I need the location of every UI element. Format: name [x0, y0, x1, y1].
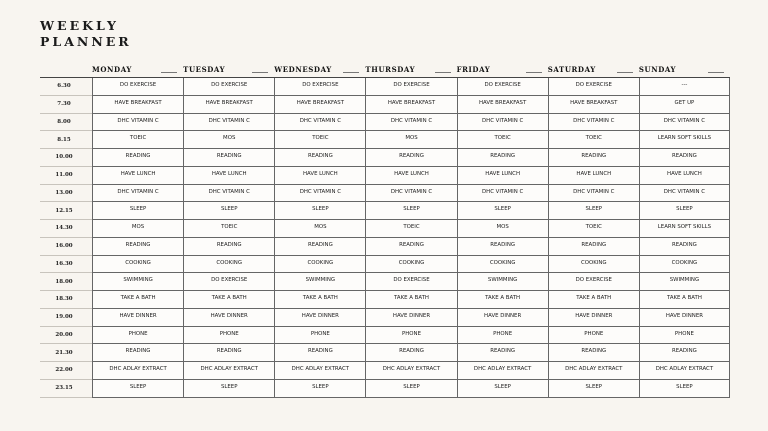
time-slot: 19.00 [40, 309, 92, 327]
day-underline [343, 72, 359, 73]
day-label: TUESDAY [183, 65, 226, 74]
schedule-cell: PHONE [183, 327, 274, 345]
time-slot: 10.00 [40, 149, 92, 167]
schedule-cell: MOS [183, 131, 274, 149]
schedule-cell: HAVE BREAKFAST [183, 96, 274, 114]
schedule-cell: DHC VITAMIN C [457, 185, 548, 203]
schedule-cell: COOKING [365, 256, 456, 274]
schedule-cell: TAKE A BATH [365, 291, 456, 309]
schedule-cell: DHC VITAMIN C [92, 114, 183, 132]
schedule-cell: READING [92, 238, 183, 256]
schedule-cell: MOS [457, 220, 548, 238]
schedule-cell: SWIMMING [639, 273, 730, 291]
schedule-cell: READING [457, 149, 548, 167]
schedule-cell: TOEIC [548, 131, 639, 149]
schedule-cell: DO EXERCISE [365, 78, 456, 96]
schedule-cell: READING [274, 344, 365, 362]
schedule-cell: READING [365, 149, 456, 167]
schedule-cell: READING [639, 149, 730, 167]
schedule-cell: MOS [92, 220, 183, 238]
schedule-cell: SLEEP [274, 202, 365, 220]
schedule-cell: TAKE A BATH [457, 291, 548, 309]
schedule-cell: DHC ADLAY EXTRACT [274, 362, 365, 380]
title-line-2: PLANNER [40, 34, 132, 49]
schedule-cell: SWIMMING [274, 273, 365, 291]
schedule-cell: READING [548, 238, 639, 256]
schedule-cell: HAVE LUNCH [548, 167, 639, 185]
schedule-cell: DHC VITAMIN C [365, 114, 456, 132]
schedule-cell: HAVE BREAKFAST [274, 96, 365, 114]
schedule-cell: READING [183, 149, 274, 167]
day-header-row [40, 62, 730, 77]
schedule-cell: SLEEP [92, 202, 183, 220]
day-label: SATURDAY [547, 65, 596, 74]
time-slot: 23.15 [40, 380, 92, 398]
schedule-cell: LEARN SOFT SKILLS [639, 220, 730, 238]
schedule-cell: DHC VITAMIN C [365, 185, 456, 203]
schedule-cell: DHC VITAMIN C [457, 114, 548, 132]
schedule-cell: SLEEP [548, 380, 639, 398]
time-slot: 21.30 [40, 344, 92, 362]
schedule-cell: HAVE LUNCH [639, 167, 730, 185]
schedule-cell: HAVE DINNER [639, 309, 730, 327]
schedule-cell: SLEEP [457, 202, 548, 220]
day-header-tuesday [183, 65, 274, 74]
schedule-cell: READING [183, 344, 274, 362]
day-header-saturday [548, 65, 639, 74]
schedule-cell: DO EXERCISE [92, 78, 183, 96]
time-slot: 18.30 [40, 291, 92, 309]
schedule-cell: PHONE [548, 327, 639, 345]
schedule-cell: DHC ADLAY EXTRACT [92, 362, 183, 380]
weekly-planner-table [40, 62, 730, 398]
day-header-monday [92, 65, 183, 74]
schedule-cell: READING [365, 238, 456, 256]
schedule-cell: SWIMMING [92, 273, 183, 291]
schedule-cell: DO EXERCISE [365, 273, 456, 291]
schedule-cell: SLEEP [92, 380, 183, 398]
schedule-cell: TAKE A BATH [639, 291, 730, 309]
schedule-cell: DHC ADLAY EXTRACT [639, 362, 730, 380]
schedule-cell: MOS [365, 131, 456, 149]
schedule-cell: PHONE [274, 327, 365, 345]
schedule-cell: PHONE [365, 327, 456, 345]
day-header-thursday [365, 65, 456, 74]
schedule-cell: READING [365, 344, 456, 362]
schedule-cell: READING [183, 238, 274, 256]
schedule-cell: TOEIC [548, 220, 639, 238]
schedule-cell: DHC VITAMIN C [639, 185, 730, 203]
schedule-cell: DHC VITAMIN C [639, 114, 730, 132]
schedule-cell: READING [274, 238, 365, 256]
schedule-cell: DHC VITAMIN C [183, 185, 274, 203]
schedule-cell: --- [639, 78, 730, 96]
day-header-wednesday [274, 65, 365, 74]
schedule-cell: DO EXERCISE [183, 273, 274, 291]
schedule-cell: READING [457, 238, 548, 256]
schedule-cell: SLEEP [457, 380, 548, 398]
schedule-cell: COOKING [457, 256, 548, 274]
day-underline [252, 72, 268, 73]
schedule-cell: READING [639, 238, 730, 256]
schedule-cell: PHONE [457, 327, 548, 345]
schedule-cell: PHONE [639, 327, 730, 345]
schedule-cell: HAVE BREAKFAST [457, 96, 548, 114]
schedule-cell: READING [548, 149, 639, 167]
schedule-cell: SLEEP [639, 202, 730, 220]
day-label: THURSDAY [365, 65, 416, 74]
schedule-cell: HAVE LUNCH [365, 167, 456, 185]
schedule-cell: SLEEP [365, 380, 456, 398]
schedule-cell: DO EXERCISE [548, 273, 639, 291]
title-line-1: WEEKLY [40, 18, 119, 33]
time-slot: 6.30 [40, 78, 92, 96]
schedule-cell: DHC VITAMIN C [274, 114, 365, 132]
time-slot: 11.00 [40, 167, 92, 185]
schedule-cell: DO EXERCISE [274, 78, 365, 96]
schedule-cell: HAVE LUNCH [183, 167, 274, 185]
schedule-cell: DHC VITAMIN C [92, 185, 183, 203]
schedule-cell: COOKING [274, 256, 365, 274]
time-slot: 8.00 [40, 114, 92, 132]
day-label: WEDNESDAY [274, 65, 332, 74]
schedule-cell: DHC VITAMIN C [548, 114, 639, 132]
schedule-cell: DHC ADLAY EXTRACT [183, 362, 274, 380]
schedule-cell: READING [457, 344, 548, 362]
schedule-cell: COOKING [548, 256, 639, 274]
day-header-friday [457, 65, 548, 74]
schedule-cell: HAVE DINNER [183, 309, 274, 327]
schedule-cell: DO EXERCISE [457, 78, 548, 96]
day-label: FRIDAY [456, 65, 491, 74]
page-title [40, 18, 132, 50]
day-underline [526, 72, 542, 73]
schedule-cell: DHC ADLAY EXTRACT [548, 362, 639, 380]
schedule-cell: DO EXERCISE [183, 78, 274, 96]
time-slot: 12.15 [40, 202, 92, 220]
time-slot: 16.30 [40, 256, 92, 274]
schedule-cell: TOEIC [274, 131, 365, 149]
schedule-cell: HAVE BREAKFAST [92, 96, 183, 114]
schedule-cell: TOEIC [457, 131, 548, 149]
day-label: MONDAY [92, 65, 132, 74]
schedule-cell: SWIMMING [457, 273, 548, 291]
schedule-cell: TAKE A BATH [92, 291, 183, 309]
schedule-cell: TAKE A BATH [274, 291, 365, 309]
schedule-cell: LEARN SOFT SKILLS [639, 131, 730, 149]
schedule-cell: SLEEP [639, 380, 730, 398]
schedule-cell: READING [92, 344, 183, 362]
schedule-cell: DHC VITAMIN C [548, 185, 639, 203]
schedule-cell: HAVE DINNER [274, 309, 365, 327]
schedule-cell: SLEEP [548, 202, 639, 220]
schedule-cell: COOKING [183, 256, 274, 274]
schedule-cell: READING [274, 149, 365, 167]
time-slot: 7.30 [40, 96, 92, 114]
schedule-cell: COOKING [639, 256, 730, 274]
time-slot: 16.00 [40, 238, 92, 256]
schedule-cell: SLEEP [183, 380, 274, 398]
schedule-cell: HAVE LUNCH [457, 167, 548, 185]
schedule-cell: SLEEP [365, 202, 456, 220]
schedule-cell: HAVE LUNCH [274, 167, 365, 185]
schedule-cell: DHC ADLAY EXTRACT [457, 362, 548, 380]
day-underline [161, 72, 177, 73]
time-slot: 18.00 [40, 273, 92, 291]
schedule-cell: TOEIC [365, 220, 456, 238]
schedule-cell: READING [548, 344, 639, 362]
time-slot: 14.30 [40, 220, 92, 238]
schedule-cell: HAVE DINNER [92, 309, 183, 327]
day-underline [435, 72, 451, 73]
schedule-cell: TAKE A BATH [183, 291, 274, 309]
schedule-cell: COOKING [92, 256, 183, 274]
schedule-cell: GET UP [639, 96, 730, 114]
day-header-sunday [639, 65, 730, 74]
schedule-cell: DHC VITAMIN C [274, 185, 365, 203]
time-slot: 20.00 [40, 327, 92, 345]
schedule-cell: TOEIC [183, 220, 274, 238]
schedule-cell: HAVE BREAKFAST [548, 96, 639, 114]
schedule-cell: HAVE DINNER [548, 309, 639, 327]
schedule-cell: HAVE LUNCH [92, 167, 183, 185]
schedule-cell: PHONE [92, 327, 183, 345]
schedule-cell: TOEIC [92, 131, 183, 149]
schedule-grid [40, 78, 730, 398]
schedule-cell: READING [92, 149, 183, 167]
time-slot: 22.00 [40, 362, 92, 380]
schedule-cell: DHC ADLAY EXTRACT [365, 362, 456, 380]
schedule-cell: HAVE DINNER [457, 309, 548, 327]
schedule-cell: SLEEP [183, 202, 274, 220]
schedule-cell: TAKE A BATH [548, 291, 639, 309]
day-underline [708, 72, 724, 73]
schedule-cell: DHC VITAMIN C [183, 114, 274, 132]
time-slot: 13.00 [40, 185, 92, 203]
time-slot: 8.15 [40, 131, 92, 149]
day-underline [617, 72, 633, 73]
schedule-cell: MOS [274, 220, 365, 238]
schedule-cell: HAVE BREAKFAST [365, 96, 456, 114]
schedule-cell: SLEEP [274, 380, 365, 398]
schedule-cell: DO EXERCISE [548, 78, 639, 96]
day-label: SUNDAY [638, 65, 677, 74]
schedule-cell: HAVE DINNER [365, 309, 456, 327]
schedule-cell: READING [639, 344, 730, 362]
